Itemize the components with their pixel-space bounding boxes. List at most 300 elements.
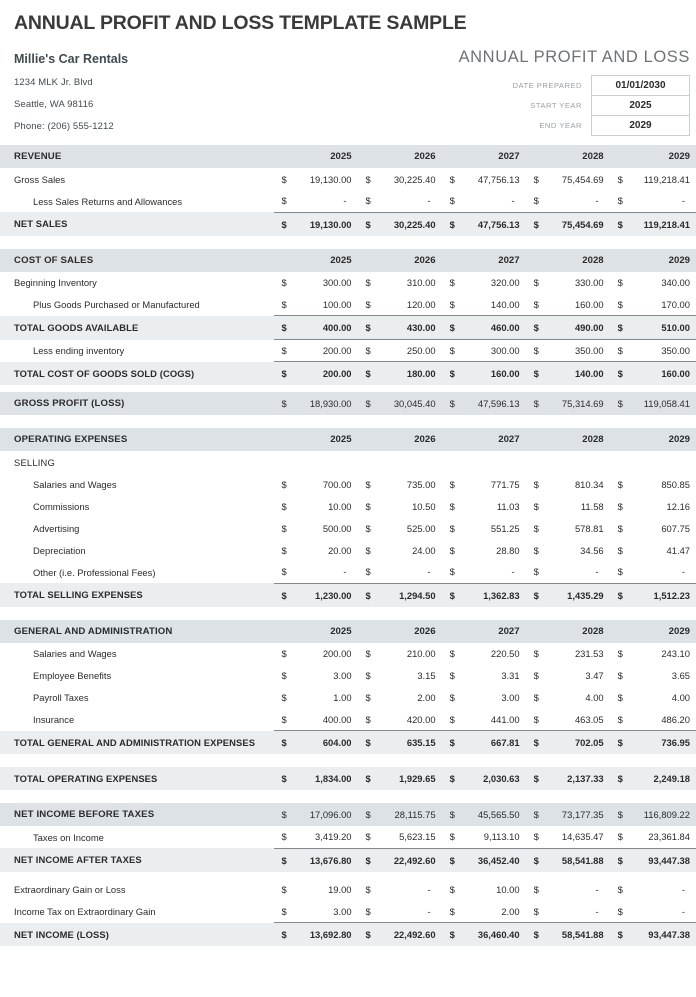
amount-cell: 119,218.41 — [643, 173, 690, 185]
amount-cell: 3.00 — [333, 905, 352, 917]
amount-cell: 17,096.00 — [291, 803, 357, 826]
currency-symbol: $ — [526, 362, 544, 386]
amount-cell: 1,929.65 — [375, 767, 441, 790]
currency-symbol: $ — [365, 905, 371, 917]
currency-symbol: $ — [533, 884, 539, 895]
row-label: Extraordinary Gain or Loss — [14, 884, 126, 895]
amount-cell: 10.50 — [412, 500, 436, 512]
meta-label-end-year: END YEAR — [539, 121, 582, 130]
amount-cell: 58,541.88 — [543, 848, 609, 872]
currency-symbol: $ — [358, 767, 376, 790]
amount-cell: 22,492.60 — [375, 848, 441, 872]
currency-symbol: $ — [533, 277, 539, 288]
amount-cell: 5,623.15 — [399, 831, 436, 843]
currency-symbol: $ — [526, 767, 544, 790]
company-name: Millie's Car Rentals — [14, 52, 129, 66]
amount-cell: 1,362.83 — [459, 583, 525, 607]
row-label: Salaries and Wages — [33, 648, 117, 659]
amount-cell: 75,454.69 — [543, 212, 609, 236]
spacer-cell — [0, 754, 696, 767]
currency-symbol: $ — [449, 173, 455, 185]
row-label: Less Sales Returns and Allowances — [33, 195, 183, 207]
row-label: Beginning Inventory — [14, 277, 97, 288]
amount-cell: 3.31 — [501, 670, 520, 681]
currency-symbol: $ — [365, 713, 371, 725]
row-label: Employee Benefits — [33, 670, 112, 681]
currency-symbol: $ — [442, 767, 460, 790]
amount-cell: 75,454.69 — [561, 173, 604, 185]
amount-cell: 810.34 — [574, 478, 604, 490]
year-header: 2029 — [627, 428, 696, 451]
year-header: 2027 — [459, 145, 525, 168]
row-label: Plus Goods Purchased or Manufactured — [33, 299, 200, 310]
currency-symbol: $ — [449, 905, 455, 917]
amount-cell: 1,512.23 — [627, 583, 696, 607]
year-spacer — [526, 428, 544, 451]
currency-symbol: $ — [610, 583, 628, 607]
amount-cell: 2,137.33 — [543, 767, 609, 790]
currency-symbol: $ — [358, 212, 376, 236]
currency-symbol: $ — [365, 648, 371, 659]
year-spacer — [526, 620, 544, 643]
amount-cell: 30,225.40 — [375, 212, 441, 236]
year-header: 2026 — [375, 145, 441, 168]
report-header — [310, 48, 690, 136]
row-label: Income Tax on Extraordinary Gain — [14, 906, 156, 917]
row-label: Less ending inventory — [33, 345, 125, 356]
year-header: 2026 — [375, 249, 441, 272]
amount-cell: 1,230.00 — [291, 583, 357, 607]
amount-cell: 160.00 — [574, 298, 604, 310]
currency-symbol: $ — [617, 478, 623, 490]
table-row — [0, 340, 696, 362]
row-label: Salaries and Wages — [33, 478, 117, 490]
section-header-row — [0, 145, 696, 168]
total-row — [0, 923, 696, 947]
currency-symbol: $ — [442, 392, 460, 415]
currency-symbol: $ — [365, 522, 371, 534]
currency-symbol: $ — [281, 713, 287, 725]
currency-symbol: $ — [281, 905, 287, 917]
currency-symbol: $ — [617, 884, 623, 895]
amount-cell: 160.00 — [627, 362, 696, 386]
amount-cell: 350.00 — [543, 340, 609, 362]
table-row — [0, 190, 696, 212]
total-row — [0, 731, 696, 755]
amount-cell: 12.16 — [666, 500, 690, 512]
year-spacer — [274, 145, 292, 168]
currency-symbol: $ — [365, 195, 371, 207]
currency-symbol: $ — [617, 277, 623, 288]
year-spacer — [274, 249, 292, 272]
currency-symbol: $ — [617, 905, 623, 917]
spacer-cell — [0, 790, 696, 803]
currency-symbol: $ — [274, 340, 292, 362]
amount-cell: 551.25 — [490, 522, 520, 534]
currency-symbol: $ — [365, 566, 371, 578]
amount-cell: 420.00 — [406, 713, 436, 725]
amount-cell: 4.00 — [671, 692, 690, 703]
currency-symbol: $ — [358, 340, 376, 362]
year-header: 2027 — [459, 428, 525, 451]
year-header: 2025 — [291, 428, 357, 451]
amount-cell: 75,314.69 — [543, 392, 609, 415]
currency-symbol: $ — [281, 884, 287, 895]
amount-cell: 119,058.41 — [627, 392, 696, 415]
report-meta-table — [512, 75, 690, 136]
amount-cell: 18,930.00 — [291, 392, 357, 415]
amount-cell: 604.00 — [291, 731, 357, 755]
table-row — [0, 709, 696, 731]
currency-symbol: $ — [526, 340, 544, 362]
amount-cell: 1,435.29 — [543, 583, 609, 607]
amount-cell: - — [343, 566, 347, 578]
currency-symbol: $ — [533, 831, 539, 843]
currency-symbol: $ — [610, 767, 628, 790]
amount-cell: 93,447.38 — [627, 848, 696, 872]
amount-cell: 330.00 — [574, 277, 604, 288]
subsection-title: SELLING — [14, 456, 56, 468]
spacer-cell — [0, 385, 696, 392]
currency-symbol: $ — [449, 500, 455, 512]
spacer-cell — [0, 415, 696, 428]
amount-cell: 525.00 — [406, 522, 436, 534]
currency-symbol: $ — [365, 884, 371, 895]
total-row — [0, 392, 696, 415]
amount-cell: - — [595, 884, 599, 895]
row-label: TOTAL GENERAL AND ADMINISTRATION EXPENSES — [0, 731, 274, 755]
amount-cell: 735.00 — [406, 478, 436, 490]
currency-symbol: $ — [610, 392, 628, 415]
currency-symbol: $ — [358, 583, 376, 607]
currency-symbol: $ — [610, 923, 628, 947]
amount-cell: 120.00 — [406, 298, 436, 310]
amount-cell: 441.00 — [490, 713, 520, 725]
currency-symbol: $ — [274, 767, 292, 790]
currency-symbol: $ — [281, 195, 287, 207]
currency-symbol: $ — [617, 692, 623, 703]
amount-cell: - — [427, 905, 431, 917]
year-spacer — [526, 249, 544, 272]
year-spacer — [526, 145, 544, 168]
amount-cell: 2.00 — [417, 692, 436, 703]
currency-symbol: $ — [533, 173, 539, 185]
year-spacer — [610, 620, 628, 643]
year-header: 2028 — [543, 145, 609, 168]
section-title: OPERATING EXPENSES — [0, 428, 274, 451]
spacer-cell — [0, 236, 696, 249]
year-spacer — [610, 428, 628, 451]
currency-symbol: $ — [533, 670, 539, 681]
currency-symbol: $ — [358, 803, 376, 826]
spacer-row — [0, 754, 696, 767]
amount-cell: - — [681, 195, 685, 207]
amount-cell: - — [681, 566, 685, 578]
year-header: 2026 — [375, 428, 441, 451]
company-info — [14, 52, 128, 143]
currency-symbol: $ — [526, 392, 544, 415]
year-header: 2028 — [543, 428, 609, 451]
currency-symbol: $ — [281, 500, 287, 512]
amount-cell: 36,460.40 — [459, 923, 525, 947]
currency-symbol: $ — [533, 500, 539, 512]
currency-symbol: $ — [274, 731, 292, 755]
year-spacer — [442, 620, 460, 643]
row-label: Taxes on Income — [33, 831, 104, 843]
currency-symbol: $ — [449, 478, 455, 490]
currency-symbol: $ — [442, 340, 460, 362]
amount-cell: - — [427, 566, 431, 578]
currency-symbol: $ — [365, 500, 371, 512]
currency-symbol: $ — [274, 803, 292, 826]
section-header-row — [0, 249, 696, 272]
currency-symbol: $ — [274, 316, 292, 340]
currency-symbol: $ — [449, 884, 455, 895]
table-row — [0, 168, 696, 190]
currency-symbol: $ — [358, 392, 376, 415]
table-row — [0, 826, 696, 848]
amount-cell: - — [427, 195, 431, 207]
amount-cell: 30,225.40 — [393, 173, 436, 185]
spacer-row — [0, 236, 696, 249]
year-header: 2029 — [627, 145, 696, 168]
table-row — [0, 539, 696, 561]
end-year-field[interactable]: 2029 — [592, 116, 690, 136]
spacer-row — [0, 385, 696, 392]
amount-cell: 34.56 — [580, 544, 604, 556]
table-row — [0, 643, 696, 665]
amount-cell: 140.00 — [490, 298, 520, 310]
amount-cell: 702.05 — [543, 731, 609, 755]
amount-cell: 463.05 — [574, 713, 604, 725]
amount-cell: 47,756.13 — [459, 212, 525, 236]
amount-cell: 607.75 — [661, 522, 690, 534]
currency-symbol: $ — [617, 831, 623, 843]
meta-row-start-year — [512, 96, 689, 116]
total-row — [0, 212, 696, 236]
amount-cell: - — [595, 195, 599, 207]
amount-cell: 19,130.00 — [291, 212, 357, 236]
amount-cell: 200.00 — [291, 362, 357, 386]
company-address-line-2: Seattle, WA 98116 — [14, 99, 94, 110]
currency-symbol: $ — [365, 544, 371, 556]
row-label: NET INCOME BEFORE TAXES — [0, 803, 274, 826]
row-label: Commissions — [33, 500, 90, 512]
currency-symbol: $ — [442, 212, 460, 236]
spacer-cell — [0, 872, 696, 879]
currency-symbol: $ — [281, 277, 287, 288]
year-header: 2028 — [543, 249, 609, 272]
amount-cell: 320.00 — [490, 277, 520, 288]
table-row — [0, 517, 696, 539]
meta-label-date-prepared: DATE PREPARED — [512, 81, 582, 90]
currency-symbol: $ — [617, 522, 623, 534]
table-row — [0, 901, 696, 923]
amount-cell: - — [681, 905, 685, 917]
amount-cell: 500.00 — [322, 522, 352, 534]
subsection-header-row — [0, 451, 696, 473]
table-row — [0, 561, 696, 583]
amount-cell: 210.00 — [406, 648, 436, 659]
currency-symbol: $ — [281, 478, 287, 490]
amount-cell: 220.50 — [490, 648, 520, 659]
row-label: NET INCOME (LOSS) — [0, 923, 274, 947]
amount-cell: 160.00 — [459, 362, 525, 386]
currency-symbol: $ — [274, 923, 292, 947]
currency-symbol: $ — [533, 905, 539, 917]
amount-cell: 243.10 — [661, 648, 690, 659]
currency-symbol: $ — [365, 173, 371, 185]
currency-symbol: $ — [617, 566, 623, 578]
amount-cell: 400.00 — [291, 316, 357, 340]
section-header-row — [0, 620, 696, 643]
spacer-row — [0, 790, 696, 803]
total-row — [0, 583, 696, 607]
year-header: 2025 — [291, 145, 357, 168]
amount-cell: 20.00 — [328, 544, 352, 556]
amount-cell: 30,045.40 — [375, 392, 441, 415]
amount-cell: 486.20 — [661, 713, 690, 725]
currency-symbol: $ — [526, 212, 544, 236]
amount-cell: 340.00 — [661, 277, 690, 288]
amount-cell: 2,030.63 — [459, 767, 525, 790]
company-phone: Phone: (206) 555-1212 — [14, 121, 114, 132]
amount-cell: 24.00 — [412, 544, 436, 556]
amount-cell: 119,218.41 — [627, 212, 696, 236]
currency-symbol: $ — [449, 277, 455, 288]
currency-symbol: $ — [617, 544, 623, 556]
start-year-field[interactable]: 2025 — [592, 96, 690, 116]
currency-symbol: $ — [281, 566, 287, 578]
currency-symbol: $ — [533, 478, 539, 490]
report-title: ANNUAL PROFIT AND LOSS — [458, 48, 690, 66]
total-row — [0, 316, 696, 340]
year-spacer — [274, 428, 292, 451]
year-header: 2025 — [291, 249, 357, 272]
total-row — [0, 848, 696, 872]
amount-cell: 4.00 — [585, 692, 604, 703]
currency-symbol: $ — [449, 670, 455, 681]
year-spacer — [610, 249, 628, 272]
total-row — [0, 767, 696, 790]
amount-cell: 578.81 — [574, 522, 604, 534]
table-row — [0, 294, 696, 316]
currency-symbol: $ — [442, 848, 460, 872]
amount-cell: 41.47 — [666, 544, 690, 556]
currency-symbol: $ — [365, 670, 371, 681]
currency-symbol: $ — [526, 731, 544, 755]
currency-symbol: $ — [365, 277, 371, 288]
currency-symbol: $ — [610, 316, 628, 340]
row-label: Gross Sales — [14, 173, 66, 185]
amount-cell: - — [343, 195, 347, 207]
amount-cell: 10.00 — [328, 500, 352, 512]
spacer-row — [0, 872, 696, 879]
currency-symbol: $ — [617, 648, 623, 659]
amount-cell: 13,692.80 — [291, 923, 357, 947]
currency-symbol: $ — [442, 316, 460, 340]
year-header: 2026 — [375, 620, 441, 643]
currency-symbol: $ — [449, 544, 455, 556]
amount-cell: 47,756.13 — [477, 173, 520, 185]
section-title: GENERAL AND ADMINISTRATION — [0, 620, 274, 643]
section-title: REVENUE — [0, 145, 274, 168]
company-address-line-1: 1234 MLK Jr. Blvd — [14, 77, 93, 88]
section-title: COST OF SALES — [0, 249, 274, 272]
meta-row-date-prepared — [512, 76, 689, 96]
amount-cell: 350.00 — [627, 340, 696, 362]
currency-symbol: $ — [442, 803, 460, 826]
year-spacer — [358, 249, 376, 272]
amount-cell: 3.15 — [417, 670, 436, 681]
amount-cell: 250.00 — [375, 340, 441, 362]
year-spacer — [358, 428, 376, 451]
currency-symbol: $ — [526, 803, 544, 826]
amount-cell: 510.00 — [627, 316, 696, 340]
spacer-row — [0, 607, 696, 620]
currency-symbol: $ — [610, 848, 628, 872]
currency-symbol: $ — [281, 544, 287, 556]
currency-symbol: $ — [617, 713, 623, 725]
year-spacer — [442, 428, 460, 451]
profit-loss-table — [0, 145, 696, 946]
amount-cell: 19.00 — [328, 884, 352, 895]
amount-cell: 850.85 — [661, 478, 690, 490]
amount-cell: 23,361.84 — [648, 831, 690, 843]
year-spacer — [274, 620, 292, 643]
currency-symbol: $ — [281, 648, 287, 659]
row-label: NET INCOME AFTER TAXES — [0, 848, 274, 872]
amount-cell: 667.81 — [459, 731, 525, 755]
currency-symbol: $ — [281, 831, 287, 843]
amount-cell: - — [511, 195, 515, 207]
amount-cell: - — [595, 905, 599, 917]
amount-cell: 73,177.35 — [543, 803, 609, 826]
year-header: 2025 — [291, 620, 357, 643]
currency-symbol: $ — [449, 522, 455, 534]
currency-symbol: $ — [281, 298, 287, 310]
currency-symbol: $ — [533, 522, 539, 534]
total-row — [0, 362, 696, 386]
amount-cell: 13,676.80 — [291, 848, 357, 872]
table-row — [0, 495, 696, 517]
amount-cell: 170.00 — [661, 298, 690, 310]
currency-symbol: $ — [449, 298, 455, 310]
amount-cell: 22,492.60 — [375, 923, 441, 947]
currency-symbol: $ — [358, 316, 376, 340]
amount-cell: 3.00 — [501, 692, 520, 703]
amount-cell: 14,635.47 — [561, 831, 604, 843]
row-label: Advertising — [33, 522, 80, 534]
row-label: Payroll Taxes — [33, 692, 89, 703]
date-prepared-field[interactable]: 01/01/2030 — [592, 76, 690, 96]
amount-cell: 3.47 — [585, 670, 604, 681]
currency-symbol: $ — [274, 848, 292, 872]
amount-cell: 100.00 — [322, 298, 352, 310]
currency-symbol: $ — [358, 362, 376, 386]
currency-symbol: $ — [442, 923, 460, 947]
currency-symbol: $ — [617, 670, 623, 681]
year-header: 2028 — [543, 620, 609, 643]
currency-symbol: $ — [610, 803, 628, 826]
currency-symbol: $ — [358, 731, 376, 755]
currency-symbol: $ — [526, 923, 544, 947]
amount-cell: 635.15 — [375, 731, 441, 755]
amount-cell: 11.58 — [580, 500, 604, 512]
amount-cell: 200.00 — [291, 340, 357, 362]
amount-cell: 45,565.50 — [459, 803, 525, 826]
currency-symbol: $ — [533, 566, 539, 578]
